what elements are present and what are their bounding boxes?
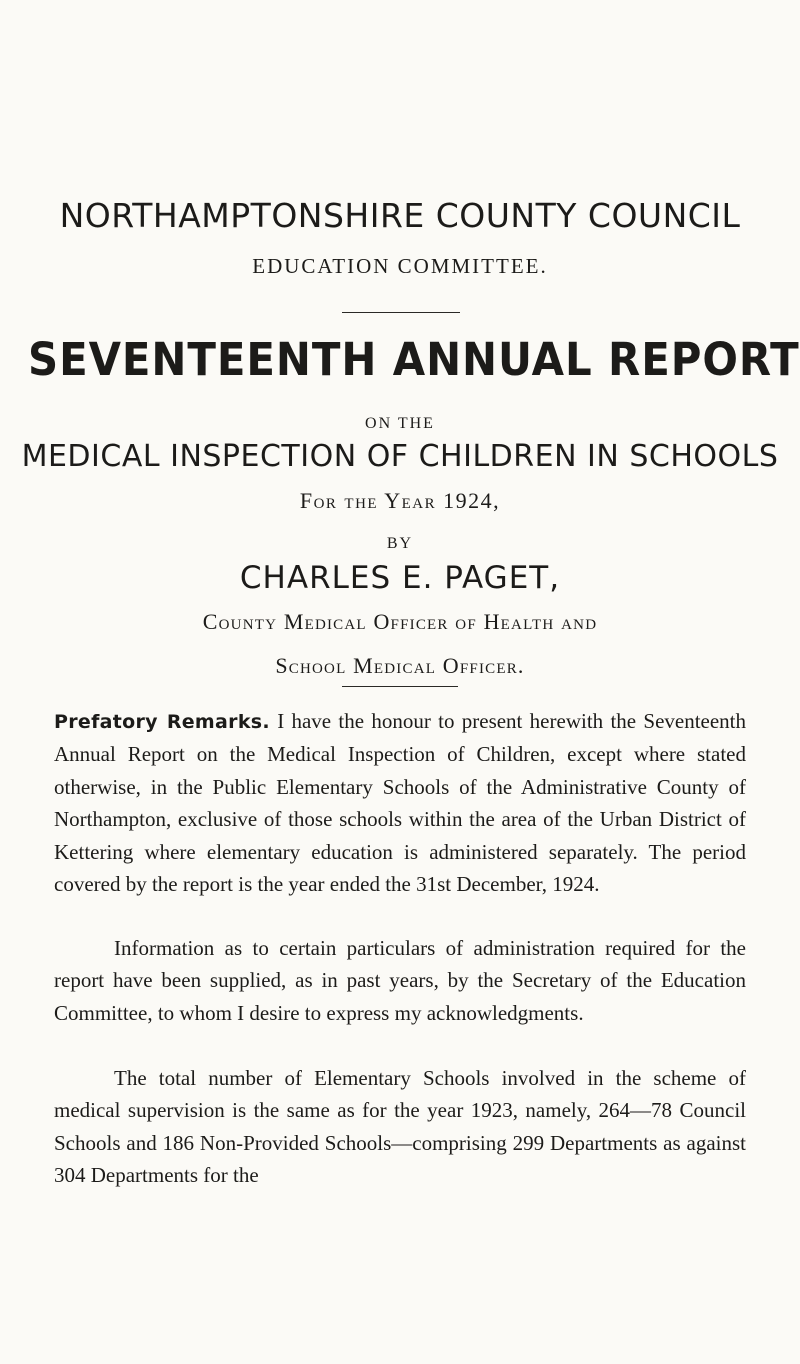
divider-rule [342,312,460,313]
report-subject: MEDICAL INSPECTION OF CHILDREN IN SCHOOLS [21,439,779,474]
prefatory-heading: Prefatory Remarks. [54,711,270,733]
paragraph-information: Information as to certain particulars of administration required for the report have been supplied, as in past years, by the Secretary of the Education Committee, to whom I desire to express my acknowledgments. [54,936,746,1025]
committee-heading: EDUCATION COMMITTEE. [252,254,548,278]
by-line: BY [386,535,414,552]
divider-rule [342,686,458,687]
report-title: SEVENTEENTH ANNUAL REPORT [28,333,800,386]
paragraph-schools-total: The total number of Elementary Schools involved in the scheme of medical supervision is the same as for the year 1923, namely, 264—78 Council Schools and 186 Non-Provided Schools—comprising 299 Departments as against 304 Departments for the [54,1066,746,1188]
on-the-line: ON THE [365,415,435,432]
council-heading: NORTHAMPTONSHIRE COUNTY COUNCIL [59,196,741,235]
report-year-line: For the Year 1924, [299,488,501,513]
author-role-line-1: County Medical Officer of Health and [202,609,598,634]
paragraph-prefatory [54,705,746,900]
author-role-line-2: School Medical Officer. [275,653,525,678]
paragraph-1-text: I have the honour to present herewith the Seventeenth Annual Report on the Medical Inspection of Children, except where stated otherwise, in the Public Elementary Schools of the Administrative County of Northampton, exclusive of those schools within the area of the Urban District of Kettering where elementary education is administered separately. The period covered by the report is the year ended the 31st December, 1924. [54,709,747,897]
author-name: CHARLES E. PAGET, [239,560,561,596]
